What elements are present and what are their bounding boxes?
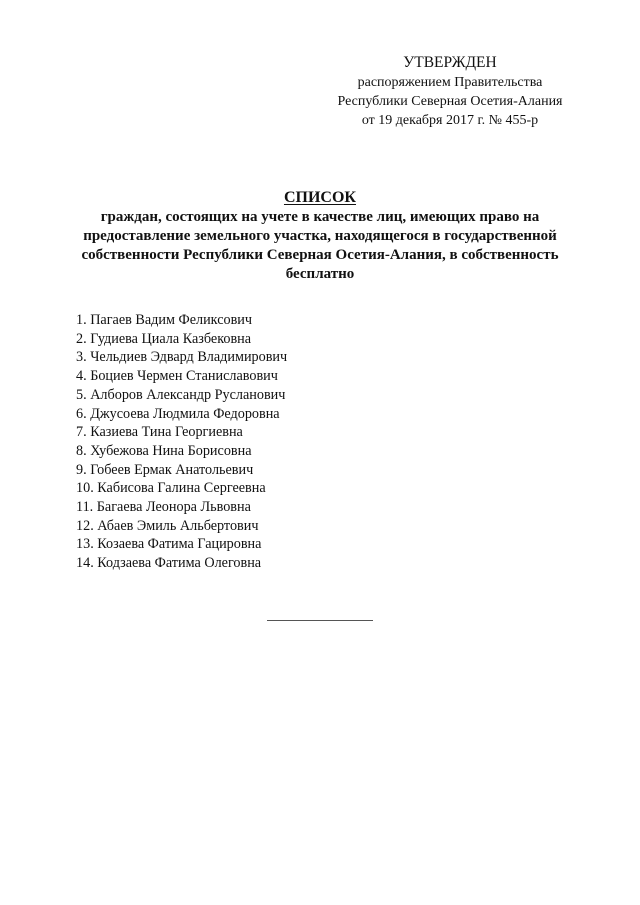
approval-stamp [300, 52, 600, 130]
subtitle-line: бесплатно [285, 266, 355, 282]
list-item: 11. Багаева Леонора Львовна [76, 499, 251, 516]
list-item: 7. Казиева Тина Георгиевна [76, 424, 243, 441]
list-item: 8. Хубежова Нина Борисовна [76, 442, 252, 459]
list-item: 4. Боциев Чермен Станиславович [76, 368, 278, 385]
citizen-list [76, 311, 287, 573]
approval-line: распоряжением Правительства [357, 75, 543, 90]
list-item: 3. Чельдиев Эдвард Владимирович [76, 349, 288, 366]
approved-title: УТВЕРЖДЕН [403, 54, 497, 71]
list-item: 1. Пагаев Вадим Феликсович [76, 312, 253, 328]
list-item: 9. Гобеев Ермак Анатольевич [76, 461, 254, 478]
list-item: 6. Джусоева Людмила Федоровна [76, 405, 280, 422]
document-heading [70, 188, 570, 284]
subtitle-line: предоставление земельного участка, находящегося в государственной [83, 228, 557, 244]
approval-line: Республики Северная Осетия-Алания [337, 94, 563, 109]
approval-date-line: от 19 декабря 2017 г. № 455-р [361, 113, 539, 128]
subtitle-line: собственности Республики Северная Осетия-Алания, в собственность [81, 247, 559, 263]
subtitle-line: граждан, состоящих на учете в качестве лиц, имеющих право на [100, 209, 540, 225]
list-item: 5. Алборов Александр Русланович [76, 386, 286, 403]
list-item: 13. Козаева Фатима Гацировна [76, 536, 262, 553]
list-item: 10. Кабисова Галина Сергеевна [76, 480, 266, 497]
list-item: 12. Абаев Эмиль Альбертович [76, 517, 259, 534]
end-divider [267, 620, 373, 621]
list-item: 14. Кодзаева Фатима Олеговна [76, 555, 262, 572]
list-item: 2. Гудиева Циала Казбековна [76, 330, 252, 347]
document-title: СПИСОК [283, 189, 357, 206]
